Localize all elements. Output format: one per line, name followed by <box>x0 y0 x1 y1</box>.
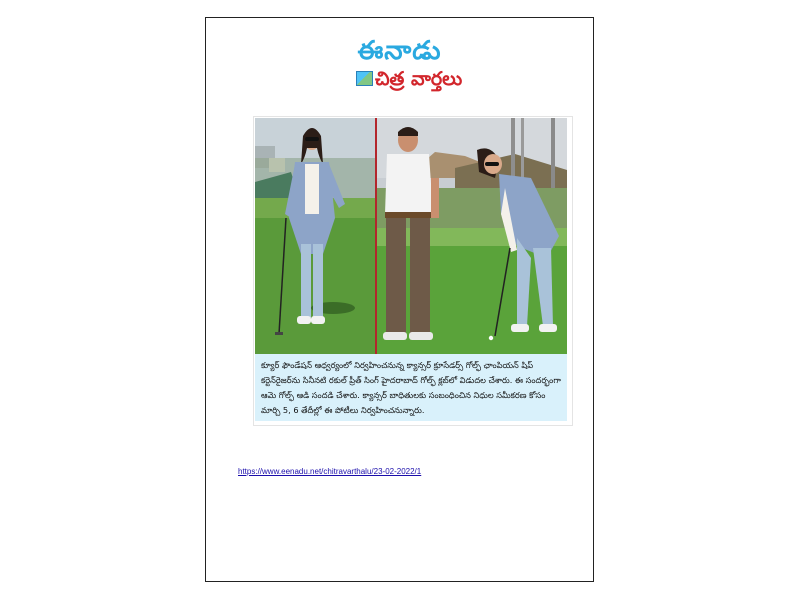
section-title <box>356 68 462 95</box>
caption-box <box>255 354 567 421</box>
news-photo <box>255 118 567 354</box>
eenadu-logo: ఈనాడు <box>357 36 442 66</box>
source-link[interactable]: https://www.eenadu.net/chitravarthalu/23-02-2022/1 <box>238 467 422 476</box>
document-page <box>205 17 594 582</box>
photo-caption: క్యూర్ ఫౌండేషన్ ఆధ్వర్యంలో నిర్వహించనున్న క్యాన్సర్ క్రూసేడర్స్ గోల్ఫ్ ఛాంపియన్ షిప్ కర్టెన్‌రైజర్‌ను సినీనటి రకుల్ ప్రీత్ సింగ్ హైదరాబాద్ గోల్ఫ్ క్లబ్‌లో విడుదల చేశారు. ఈ సందర్భంగా ఆమె గోల్ఫ్ ఆడి సందడి చేశారు. క్యాన్సర్ బాధితులకు సంబంధించిన నిధుల సమీకరణ కోసం మార్చి 5, 6 తేదీల్లో ఈ పోటీలు నిర్వహించనున్నారు. <box>261 360 561 415</box>
right-photo <box>377 118 567 354</box>
photo-icon <box>356 71 373 86</box>
section-title-text: చిత్ర వార్తలు <box>375 68 463 90</box>
photo-card <box>253 116 573 426</box>
left-photo <box>255 118 375 354</box>
